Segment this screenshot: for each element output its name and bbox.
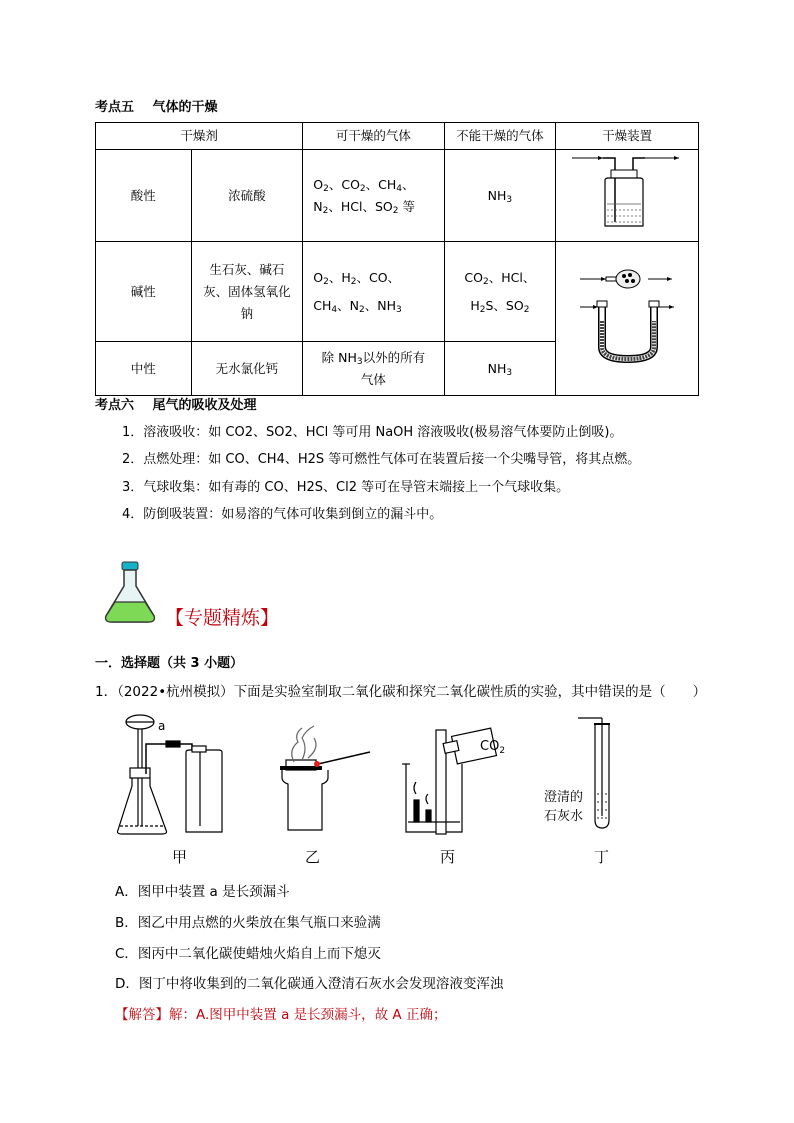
section6-heading	[95, 394, 257, 413]
drying-table	[95, 122, 699, 396]
limewater-label-line1: 澄清的	[544, 790, 584, 805]
section6-number: 考点六	[95, 398, 135, 413]
question-stem: 1．（2022•杭州模拟）下面是实验室制取二氧化碳和探究二氧化碳性质的实验，其中错误的是（ ）	[95, 684, 707, 700]
label-co2: $CO_2$	[480, 739, 506, 756]
apparatus-yi	[280, 726, 370, 830]
section5-number: 考点五	[95, 100, 135, 115]
gas-washing-bottle-icon	[567, 152, 687, 232]
section6-title: 尾气的吸收及处理	[152, 398, 257, 413]
table-row-base	[96, 242, 699, 342]
neutral-type: 中性	[96, 342, 192, 396]
base-apparatus	[556, 242, 699, 396]
neutral-agent: 无水氯化钙	[191, 342, 303, 396]
neutral-cannot-dry: $NH_3$	[444, 342, 556, 396]
answer-text: 解：A.图甲中装置 a 是长颈漏斗，故 A 正确；	[169, 1007, 447, 1023]
base-cannot-dry: $CO_2$、HCl、 $H_2S$、$SO_2$	[444, 242, 556, 342]
section5-title: 气体的干燥	[152, 100, 218, 115]
caption-jia: 甲	[172, 848, 188, 866]
acid-agent: 浓硫酸	[191, 150, 303, 242]
drying-tube-u-tube-icon	[572, 265, 682, 365]
caption-ding: 丁	[594, 848, 610, 866]
base-agent: 生石灰、碱石灰、固体氢氧化钠	[191, 242, 303, 342]
option-b: B．图乙中用点燃的火柴放在集气瓶口来验满	[115, 915, 381, 931]
acid-cannot-dry: $NH_3$	[444, 150, 556, 242]
answer-line	[115, 1003, 446, 1023]
option-d: D．图丁中将收集到的二氧化碳通入澄清石灰水会发现溶液变浑浊	[115, 976, 504, 992]
flask-icon	[100, 560, 160, 626]
caption-yi: 乙	[305, 848, 321, 866]
option-c: C．图丙中二氧化碳使蜡烛火焰自上而下熄灭	[115, 946, 381, 962]
list-item: 2．点燃处理：如 CO、CH4、H2S 等可燃性气体可在装置后接一个尖嘴导管，将其点燃。	[122, 452, 641, 467]
section5-heading	[95, 96, 218, 115]
table-header-row	[96, 123, 699, 150]
acid-can-dry: $O_2$、$CO_2$、$CH_4$、 $N_2$、HCl、$SO_2$ 等	[303, 150, 444, 242]
base-can-dry: $O_2$、$H_2$、CO、 $CH_4$、$N_2$、$NH_3$	[303, 242, 444, 342]
list-item: 1．溶液吸收：如 CO2、SO2、HCl 等可用 NaOH 溶液吸收(极易溶气体要防止倒吸)。	[122, 425, 623, 440]
apparatus-jia	[118, 715, 223, 834]
header-apparatus: 干燥装置	[556, 123, 699, 150]
neutral-can-dry: 除 $NH_3$以外的所有 气体	[303, 342, 444, 396]
acid-type: 酸性	[96, 150, 192, 242]
header-agent: 干燥剂	[96, 123, 303, 150]
header-can-dry: 可干燥的气体	[303, 123, 444, 150]
table-row-acid	[96, 150, 699, 242]
part-heading: 一．选择题（共 3 小题）	[95, 656, 244, 671]
list-item: 4．防倒吸装置：如易溶的气体可收集到倒立的漏斗中。	[122, 507, 443, 522]
option-a: A．图甲中装置 a 是长颈漏斗	[115, 884, 290, 900]
acid-apparatus	[556, 150, 699, 242]
limewater-label-line2: 石灰水	[544, 809, 584, 824]
label-a: a	[158, 719, 166, 733]
answer-tag: 【解答】	[115, 1007, 169, 1023]
caption-bing: 丙	[440, 848, 456, 866]
header-cannot-dry: 不能干燥的气体	[444, 123, 556, 150]
base-type: 碱性	[96, 242, 192, 342]
list-item: 3．气球收集：如有毒的 CO、H2S、Cl2 等可在导管末端接上一个气球收集。	[122, 480, 570, 495]
banner-title: 【专题精炼】	[165, 607, 280, 629]
limewater-label	[544, 788, 583, 826]
